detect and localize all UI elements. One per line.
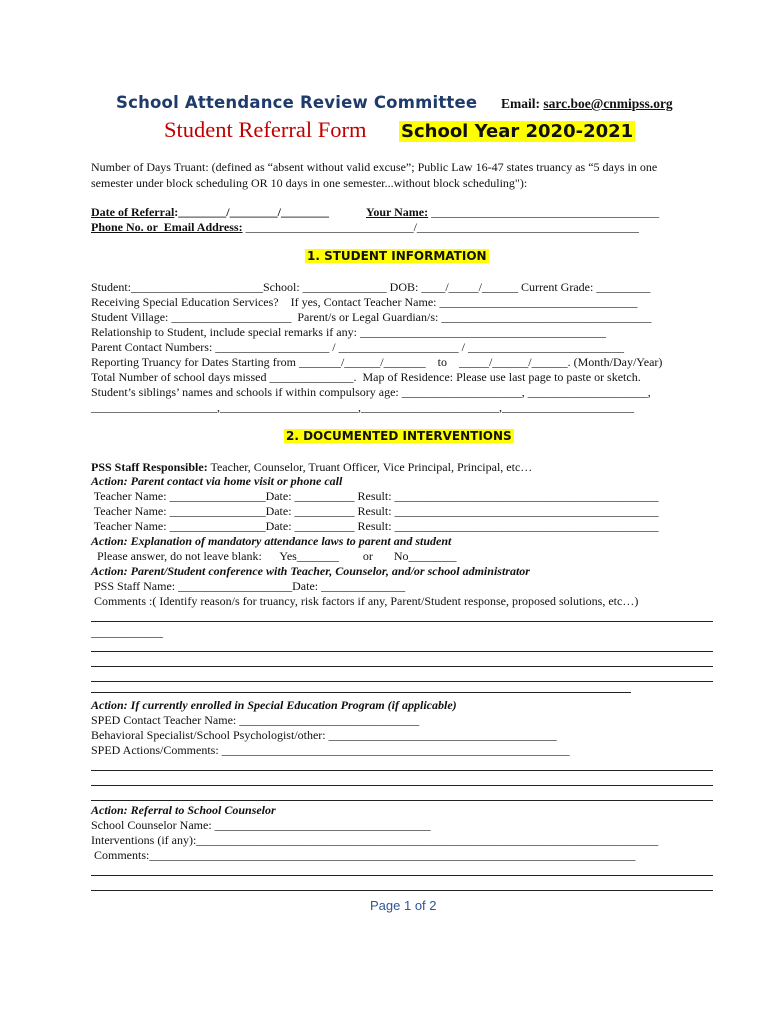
- comment-rule[interactable]: [91, 666, 713, 667]
- pss-staff-label: PSS Staff Responsible:: [91, 460, 208, 474]
- page-number: Page 1 of 2: [370, 898, 437, 913]
- pss-staff-text: Teacher, Counselor, Truant Officer, Vice Principal, Principal, etc…: [207, 460, 533, 474]
- counselor-comments-line[interactable]: Comments:_________________________________________________________________________________: [91, 848, 636, 862]
- behavioral-specialist-line[interactable]: Behavioral Specialist/School Psychologist/other: ______________________________________: [91, 728, 557, 742]
- pss-staff-name-line[interactable]: PSS Staff Name: ___________________Date: ______________: [91, 579, 406, 593]
- intro-line-2: semester under block scheduling OR 10 days in one semester...without block scheduling"):: [91, 176, 528, 190]
- section-student-information-heading: 1. STUDENT INFORMATION: [307, 249, 487, 263]
- date-of-referral-field[interactable]: [91, 205, 329, 219]
- sped-comment-rule[interactable]: [91, 800, 713, 801]
- sped-contact-teacher-line[interactable]: SPED Contact Teacher Name: ______________________________: [91, 713, 420, 727]
- phone-email-label: Phone No. or Email Address:: [91, 220, 243, 234]
- sped-comment-rule[interactable]: [91, 770, 713, 771]
- student-info-line[interactable]: Student’s siblings’ names and schools if within compulsory age: ____________________, ____________________,: [91, 385, 651, 399]
- student-info-line[interactable]: Total Number of school days missed ______________. Map of Residence: Please use last page to paste or sketch.: [91, 370, 641, 384]
- teacher-contact-line[interactable]: Teacher Name: ________________Date: __________ Result: ____________________________________________: [91, 504, 659, 518]
- action-conference: Action: Parent/Student conference with Teacher, Counselor, and/or school administrator: [91, 564, 530, 578]
- your-name-field[interactable]: [366, 205, 659, 219]
- student-info-line[interactable]: Relationship to Student, include special remarks if any: _________________________________________: [91, 325, 606, 339]
- your-name-blank: ______________________________________: [428, 205, 660, 219]
- student-info-line[interactable]: Receiving Special Education Services? If yes, Contact Teacher Name: _________________________________: [91, 295, 638, 309]
- teacher-contact-line[interactable]: Teacher Name: ________________Date: __________ Result: ____________________________________________: [91, 489, 659, 503]
- pss-staff-responsible: [91, 460, 532, 474]
- student-info-line[interactable]: Parent Contact Numbers: ___________________ / ____________________ / __________________________: [91, 340, 624, 354]
- date-of-referral-blank: :________/________/________: [174, 205, 329, 219]
- comment-rule-tail[interactable]: ____________: [91, 625, 163, 639]
- section-documented-interventions-heading: 2. DOCUMENTED INTERVENTIONS: [286, 429, 512, 443]
- form-title: Student Referral Form: [164, 117, 367, 142]
- comment-rule[interactable]: [91, 692, 631, 693]
- counselor-comment-rule[interactable]: [91, 890, 713, 891]
- comment-rule[interactable]: [91, 651, 713, 652]
- action-explanation-laws: Action: Explanation of mandatory attendance laws to parent and student: [91, 534, 452, 548]
- email-line: [501, 96, 673, 112]
- comment-rule[interactable]: [91, 681, 713, 682]
- email-link[interactable]: sarc.boe@cnmipss.org: [543, 96, 673, 111]
- student-info-line[interactable]: Student:______________________School: ______________ DOB: ____/_____/______ Current Grade: _________: [91, 280, 651, 294]
- teacher-contact-line[interactable]: Teacher Name: ________________Date: __________ Result: ____________________________________________: [91, 519, 659, 533]
- committee-title: School Attendance Review Committee: [116, 93, 478, 112]
- please-answer-yes-no[interactable]: Please answer, do not leave blank: Yes_______ or No________: [91, 549, 457, 563]
- comment-rule[interactable]: [91, 621, 713, 622]
- student-info-line[interactable]: Reporting Truancy for Dates Starting from _______/______/_______ to _____/______/______. (Month/Day/Year): [91, 355, 663, 369]
- intro-line-1: Number of Days Truant: (defined as “absent without valid excuse”; Public Law 16-47 states truancy as “5 days in one: [91, 160, 658, 174]
- phone-email-blank: ____________________________/_____________________________________: [242, 220, 639, 234]
- student-info-line[interactable]: Student Village: ____________________ Parent/s or Legal Guardian/s: ___________________________________: [91, 310, 652, 324]
- sped-actions-line[interactable]: SPED Actions/Comments: __________________________________________________________: [91, 743, 570, 757]
- comments-instructions: Comments :( Identify reason/s for truancy, risk factors if any, Parent/Student response, proposed solutions, etc…): [91, 594, 639, 608]
- date-of-referral-label: Date of Referral: [91, 205, 175, 219]
- school-year-badge: School Year 2020-2021: [401, 121, 634, 142]
- interventions-line[interactable]: Interventions (if any):_____________________________________________________________________________: [91, 833, 659, 847]
- action-referral-counselor: Action: Referral to School Counselor: [91, 803, 276, 817]
- action-special-education: Action: If currently enrolled in Special Education Program (if applicable): [91, 698, 457, 712]
- counselor-comment-rule[interactable]: [91, 875, 713, 876]
- action-parent-contact: Action: Parent contact via home visit or phone call: [91, 474, 343, 488]
- your-name-label: Your Name:: [366, 205, 429, 219]
- school-counselor-name-line[interactable]: School Counselor Name: ____________________________________: [91, 818, 431, 832]
- phone-email-field[interactable]: [91, 220, 639, 234]
- sped-comment-rule[interactable]: [91, 785, 713, 786]
- email-label: Email:: [501, 96, 540, 111]
- student-info-line[interactable]: _____________________,_______________________,_______________________,______________________: [91, 400, 634, 414]
